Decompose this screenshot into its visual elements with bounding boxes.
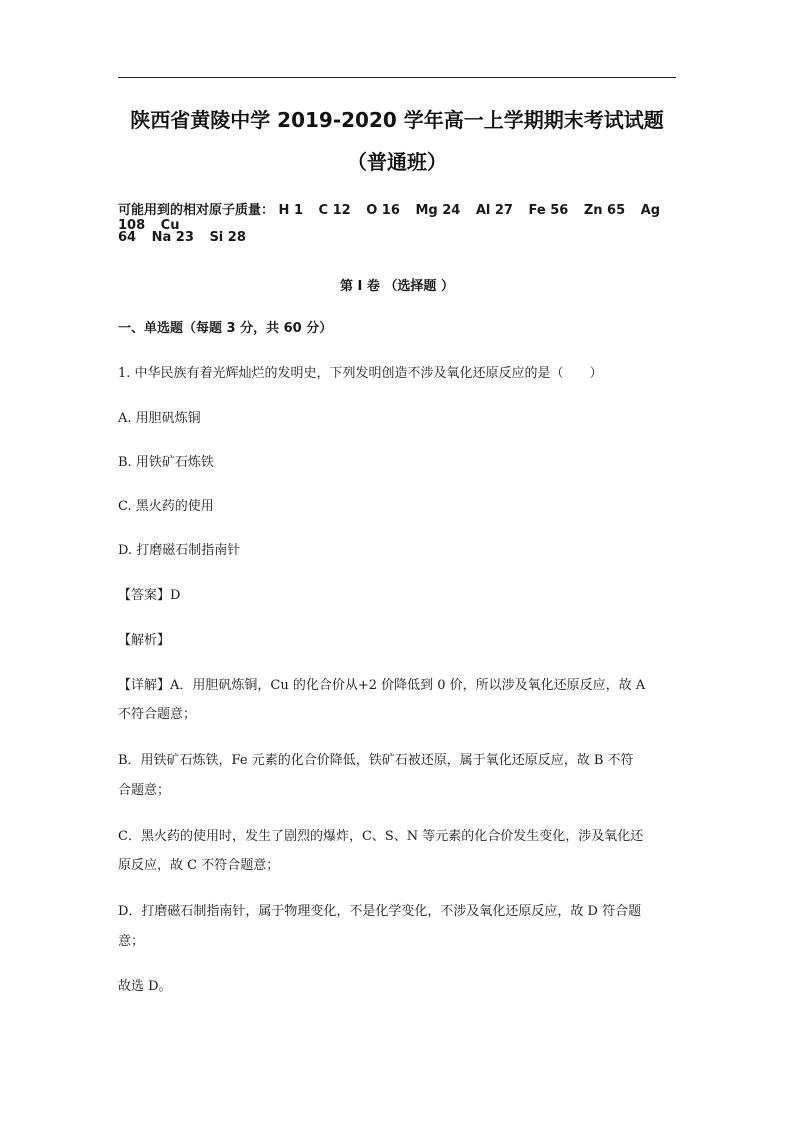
atomic-masses-label: 可能用到的相对原子质量：	[118, 203, 275, 218]
atomic-masses-line-2	[118, 230, 678, 245]
atomic-mass-item: Si 28	[209, 230, 246, 245]
atomic-mass-item: Cu	[160, 218, 180, 233]
option-b: B. 用铁矿石炼铁	[118, 455, 214, 470]
atomic-mass-item: H 1	[278, 203, 303, 218]
atomic-mass-item: Fe 56	[528, 203, 569, 218]
analysis-label: 【解析】	[118, 633, 171, 648]
atomic-masses-line-1	[118, 199, 678, 233]
atomic-mass-item: Zn 65	[583, 203, 626, 218]
atomic-mass-item: C 12	[318, 203, 351, 218]
analysis-line: 【详解】A．用胆矾炼铜，Cu 的化合价从+2 价降低到 0 价，所以涉及氧化还原反应，故 A	[118, 678, 646, 693]
analysis-line: 意；	[118, 934, 145, 949]
atomic-mass-item: Ag 108	[118, 203, 661, 233]
atomic-mass-item: Na 23	[151, 230, 194, 245]
option-a: A. 用胆矾炼铜	[118, 411, 201, 426]
exam-subtitle: （普通班）	[347, 150, 447, 174]
atomic-mass-item: 64	[118, 230, 137, 245]
exam-title: 陕西省黄陵中学 2019-2020 学年高一上学期期末考试试题	[130, 108, 664, 132]
analysis-line: C．黑火药的使用时，发生了剧烈的爆炸，C、S、N 等元素的化合价发生变化，涉及氧化还	[118, 829, 644, 844]
part-header: 一、单选题（每题 3 分，共 60 分）	[118, 321, 333, 336]
analysis-line: B．用铁矿石炼铁，Fe 元素的化合价降低，铁矿石被还原，属于氧化还原反应，故 B 不符	[118, 753, 634, 768]
atomic-mass-item: Al 27	[475, 203, 513, 218]
answer-line: 【答案】D	[118, 588, 181, 603]
analysis-line: 原反应，故 C 不符合题意；	[118, 858, 280, 873]
analysis-line: 故选 D。	[118, 979, 172, 994]
question-stem: 1. 中华民族有着光辉灿烂的发明史，下列发明创造不涉及氧化还原反应的是（ ）	[118, 366, 603, 381]
analysis-line: D．打磨磁石制指南针，属于物理变化，不是化学变化，不涉及氧化还原反应，故 D 符合题	[118, 904, 642, 919]
atomic-mass-item: Mg 24	[415, 203, 461, 218]
option-d: D. 打磨磁石制指南针	[118, 543, 241, 558]
option-c: C. 黑火药的使用	[118, 499, 214, 514]
header-rule	[118, 77, 676, 78]
analysis-line: 合题意；	[118, 783, 171, 798]
section-header: 第 I 卷 （选择题 ）	[340, 279, 454, 294]
analysis-line: 不符合题意；	[118, 707, 197, 722]
atomic-mass-item: O 16	[366, 203, 400, 218]
